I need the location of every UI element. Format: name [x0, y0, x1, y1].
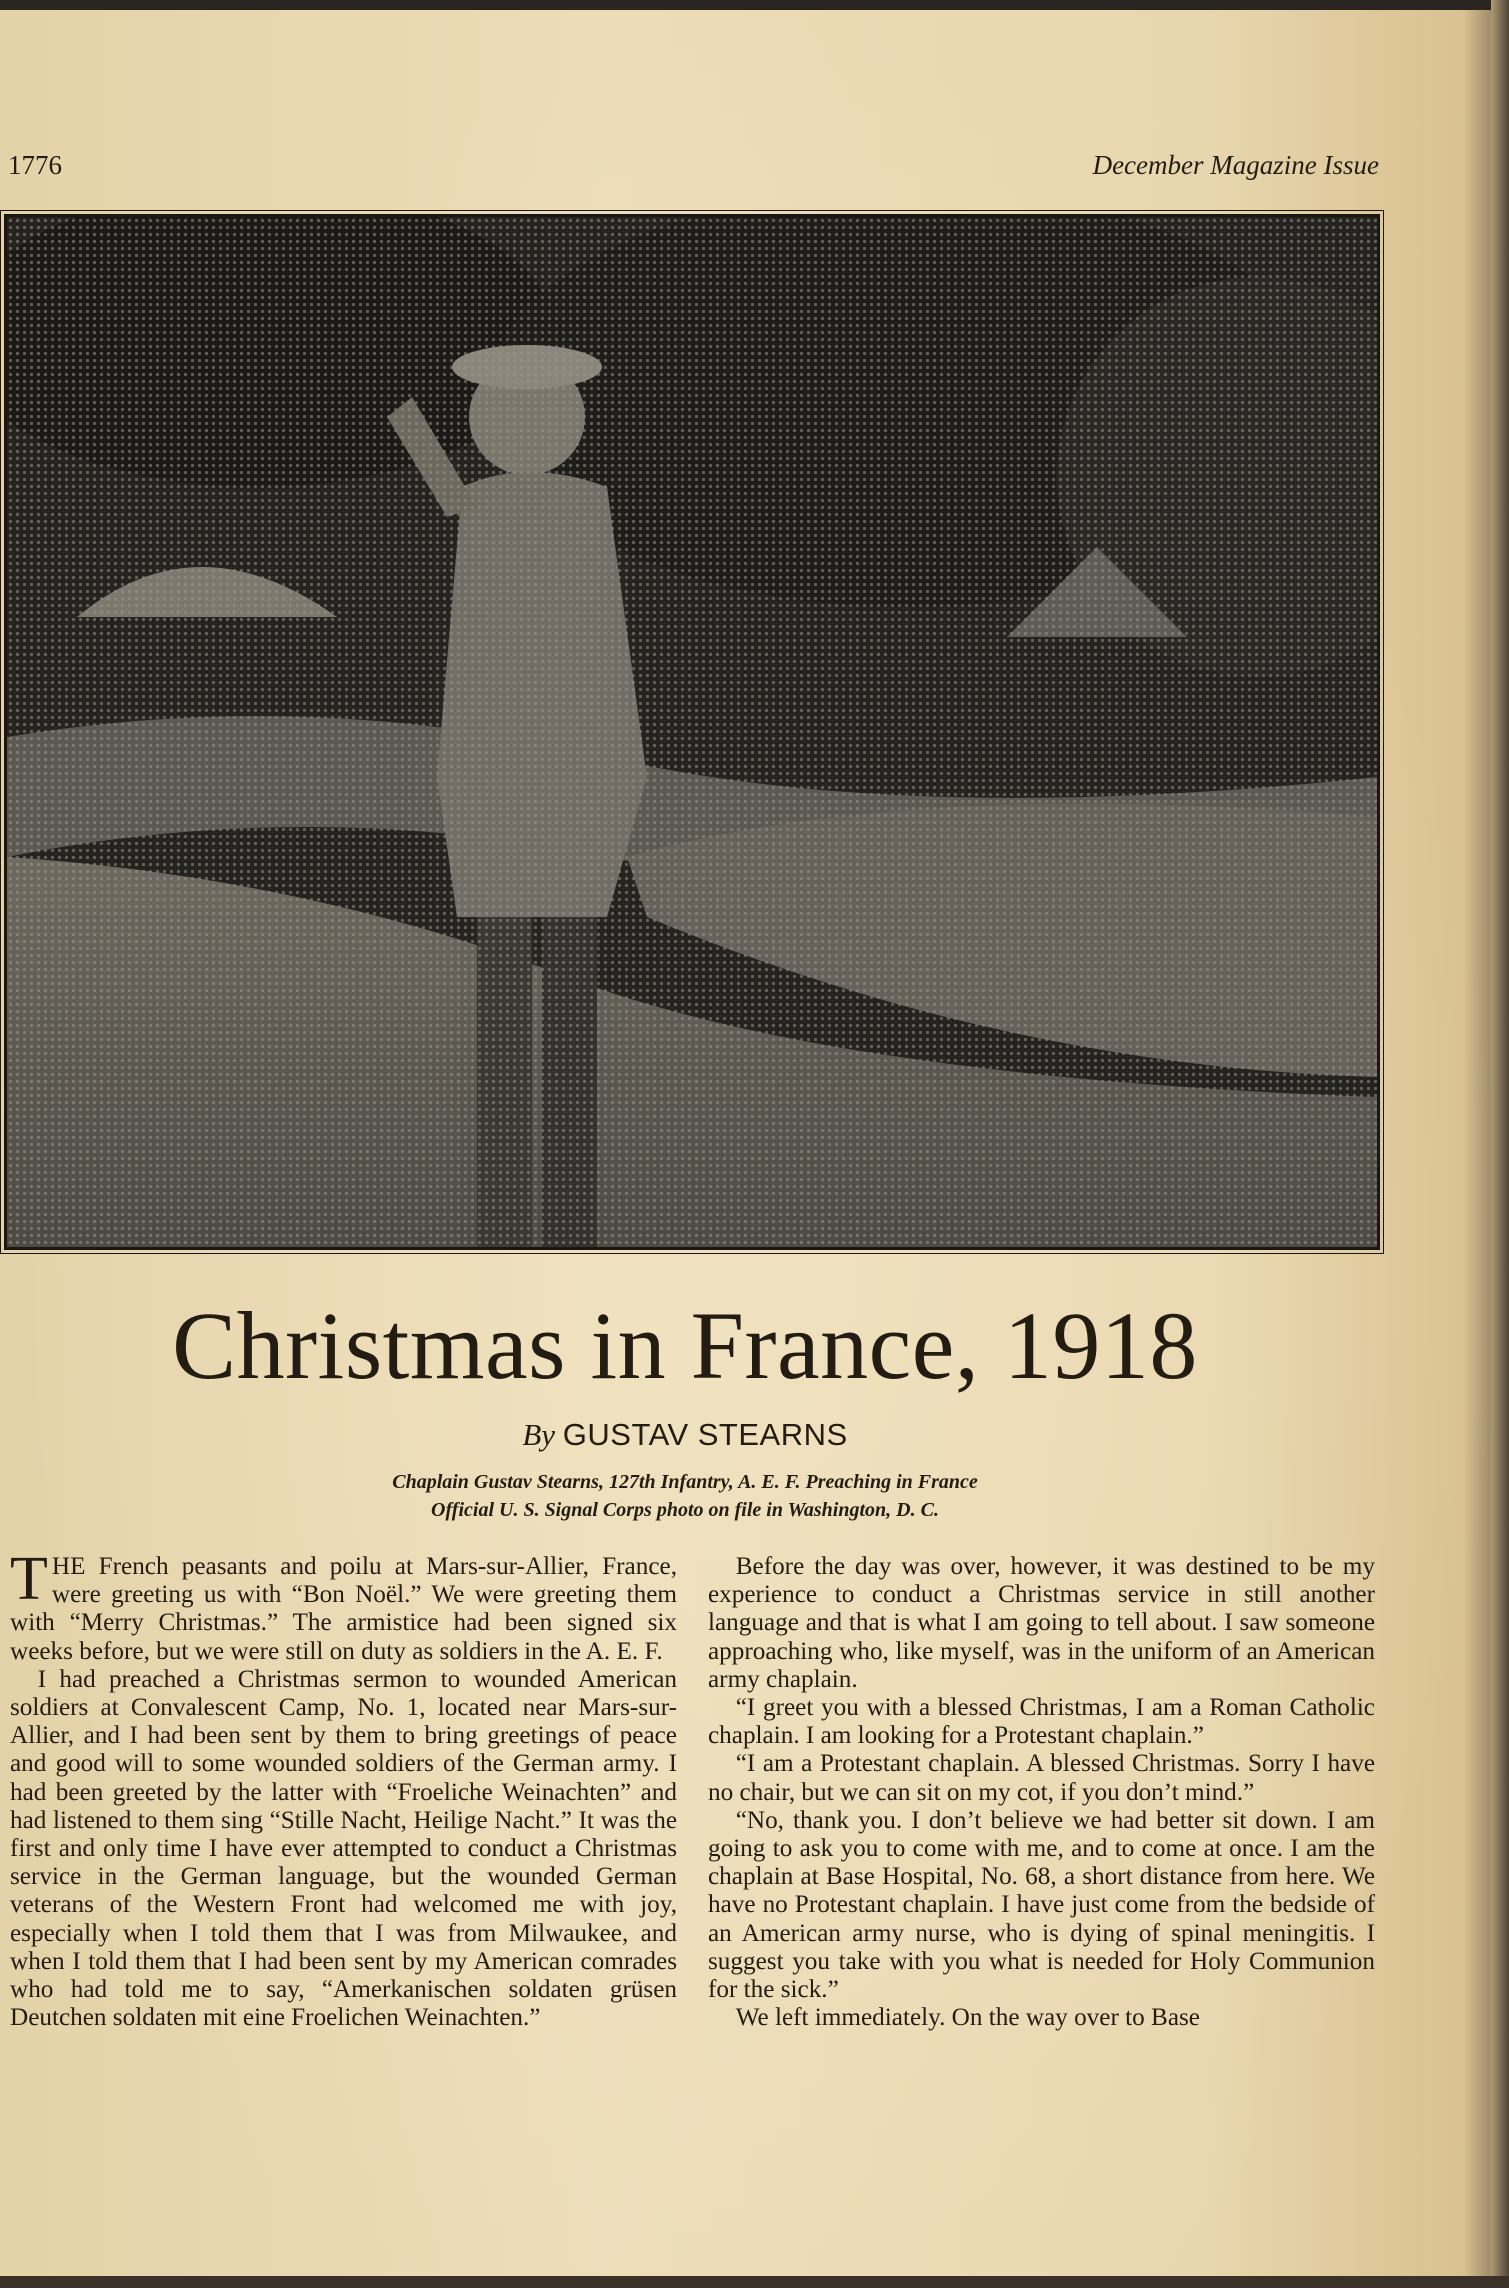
paragraph: “No, thank you. I don’t believe we had better sit down. I am going to ask you to come with me, and to come at once. I am the chaplain at Base Hospital, No. 68, a short distance from here. We have no Protestant chaplain. I have just come from the bedside of an American army nurse, who is dying of spinal meningitis. I suggest you take with you what is needed for Holy Communion for the sick.” — [708, 1806, 1375, 2004]
issue-header: December Magazine Issue — [1092, 150, 1379, 180]
caption-line-2: Official U. S. Signal Corps photo on file in Washington, D. C. — [431, 1499, 939, 1521]
paragraph: “I greet you with a blessed Christmas, I am a Roman Catholic chaplain. I am looking for a Protestant chaplain.” — [708, 1694, 1375, 1750]
top-border — [0, 0, 1509, 10]
page-number: 1776 — [8, 150, 62, 180]
author-name: GUSTAV STEARNS — [562, 1417, 848, 1452]
paragraph: “I am a Protestant chaplain. A blessed Christmas. Sorry I have no chair, but we can sit on my cot, if you don’t mind.” — [708, 1750, 1375, 1806]
byline-by: By — [522, 1417, 556, 1452]
caption-line-1: Chaplain Gustav Stearns, 127th Infantry, A. E. F. Preaching in France — [392, 1471, 978, 1493]
article-column-left — [10, 1545, 677, 2032]
drop-cap: T — [10, 1545, 48, 1613]
paragraph — [10, 1545, 677, 1666]
bottom-border — [0, 2276, 1509, 2288]
byline — [0, 1417, 1370, 1453]
paragraph: Before the day was over, however, it was destined to be my experience to conduct a Christmas service in still another language and that is what I am going to tell about. I saw someone approaching who, like myself, was in the uniform of an American army chaplain. — [708, 1553, 1375, 1693]
article-photo — [4, 214, 1380, 1250]
paragraph: I had preached a Christmas sermon to wounded American soldiers at Convalescent Camp, No. 1, located near Mars-sur-Allier, and I had been sent by them to bring greetings of peace and good will to some wounded soldiers of the German army. I had been greeted by the latter with “Froeliche Weinachten” and had listened to them sing “Stille Nacht, Heilige Nacht.” It was the first and only time I have ever attempted to conduct a Christmas service in the German language, but the wounded German veterans of the Western Front had welcomed me with joy, especially when I told them that I was from Milwaukee, and when I told them that I had been sent by my American comrades who had told me to say, “Amerkanischen soldaten grüsen Deutchen soldaten mit eine Froelichen Weinachten.” — [10, 1665, 677, 2032]
page-edge-shadow — [1491, 0, 1509, 2288]
paragraph-text: HE French peasants and poilu at Mars-sur-Allier, France, were greeting us with “Bon Noël.” We were greeting them with “Merry Christmas.” The armistice had been signed six weeks before, but we were still on duty as soldiers in the A. E. F. — [10, 1553, 677, 1665]
halftone-photo — [7, 217, 1377, 1247]
photo-caption — [0, 1468, 1370, 1524]
article-column-right — [708, 1553, 1375, 2032]
article-title: Christmas in France, 1918 — [172, 1292, 1198, 1399]
paragraph: We left immediately. On the way over to Base — [735, 2004, 1200, 2032]
